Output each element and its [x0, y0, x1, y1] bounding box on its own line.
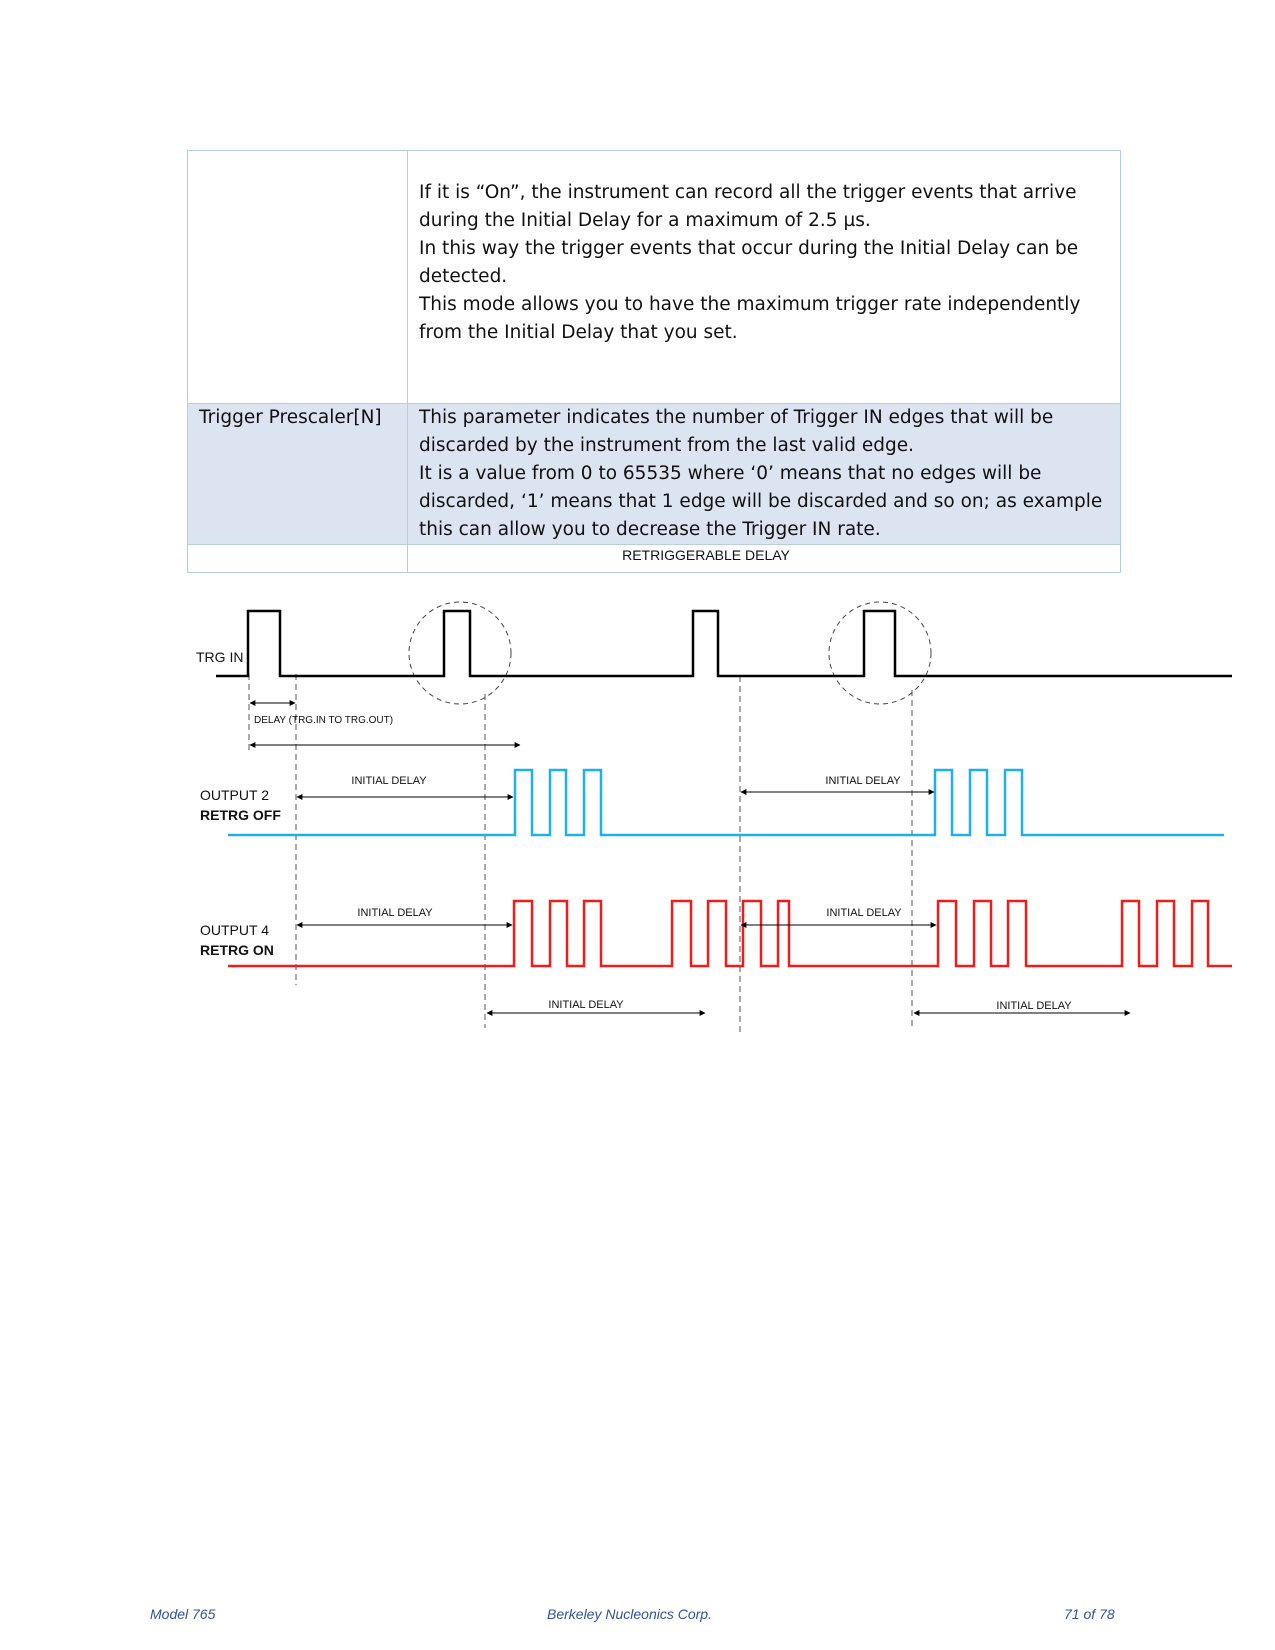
ignored-pulse-circle: [409, 602, 511, 704]
description-line: This mode allows you to have the maximum trigger rate independently: [419, 294, 1081, 315]
ignored-pulse-circle: [829, 602, 931, 704]
description-line: This parameter indicates the number of Trigger IN edges that will be: [419, 407, 1054, 428]
footer-company: Berkeley Nucleonics Corp.: [547, 1606, 712, 1622]
timing-reference-lines: [249, 674, 912, 1032]
footer-page-number: 71 of 78: [1064, 1606, 1115, 1622]
initial-delay-label: INITIAL DELAY: [996, 1000, 1072, 1012]
param-name-cell: Trigger Prescaler[N]: [188, 404, 408, 545]
description-line: In this way the trigger events that occur during the Initial Delay can be: [419, 238, 1079, 259]
description-line: It is a value from 0 to 65535 where ‘0’ means that no edges will be: [419, 463, 1042, 484]
output2-mode-label: RETRG OFF: [200, 807, 281, 823]
description-line: this can allow you to decrease the Trigger IN rate.: [419, 519, 881, 540]
initial-delay-label: INITIAL DELAY: [825, 775, 901, 787]
trg-in-label: TRG IN: [196, 649, 244, 665]
output4-mode-label: RETRG ON: [200, 942, 274, 958]
param-description-cell: [408, 404, 1121, 545]
output2-label: OUTPUT 2: [200, 787, 269, 803]
description-line: discarded, ‘1’ means that 1 edge will be discarded and so on; as example: [419, 491, 1103, 512]
param-description-cell: [408, 151, 1121, 404]
param-name-cell: [188, 151, 408, 404]
description-line: detected.: [419, 266, 508, 287]
trg-in-waveform: [216, 611, 1232, 676]
table-row: [188, 404, 1121, 545]
diagram-title: RETRIGGERABLE DELAY: [622, 548, 790, 563]
retriggerable-delay-diagram: [0, 548, 1275, 1048]
initial-delay-label: INITIAL DELAY: [548, 999, 624, 1011]
description-line: during the Initial Delay for a maximum of 2.5 µs.: [419, 210, 871, 231]
initial-delay-label: INITIAL DELAY: [357, 907, 433, 919]
output4-label: OUTPUT 4: [200, 922, 269, 938]
initial-delay-label: INITIAL DELAY: [351, 775, 427, 787]
initial-delay-label: INITIAL DELAY: [826, 907, 902, 919]
description-line: discarded by the instrument from the last valid edge.: [419, 435, 914, 456]
description-line: from the Initial Delay that you set.: [419, 322, 738, 343]
ignored-trigger-markers: [409, 602, 931, 704]
description-line: If it is “On”, the instrument can record all the trigger events that arrive: [419, 182, 1077, 203]
delay-label: DELAY (TRG.IN TO TRG.OUT): [254, 715, 394, 726]
parameter-table: [187, 150, 1121, 573]
footer-model: Model 765: [150, 1606, 216, 1622]
table-row: [188, 151, 1121, 404]
